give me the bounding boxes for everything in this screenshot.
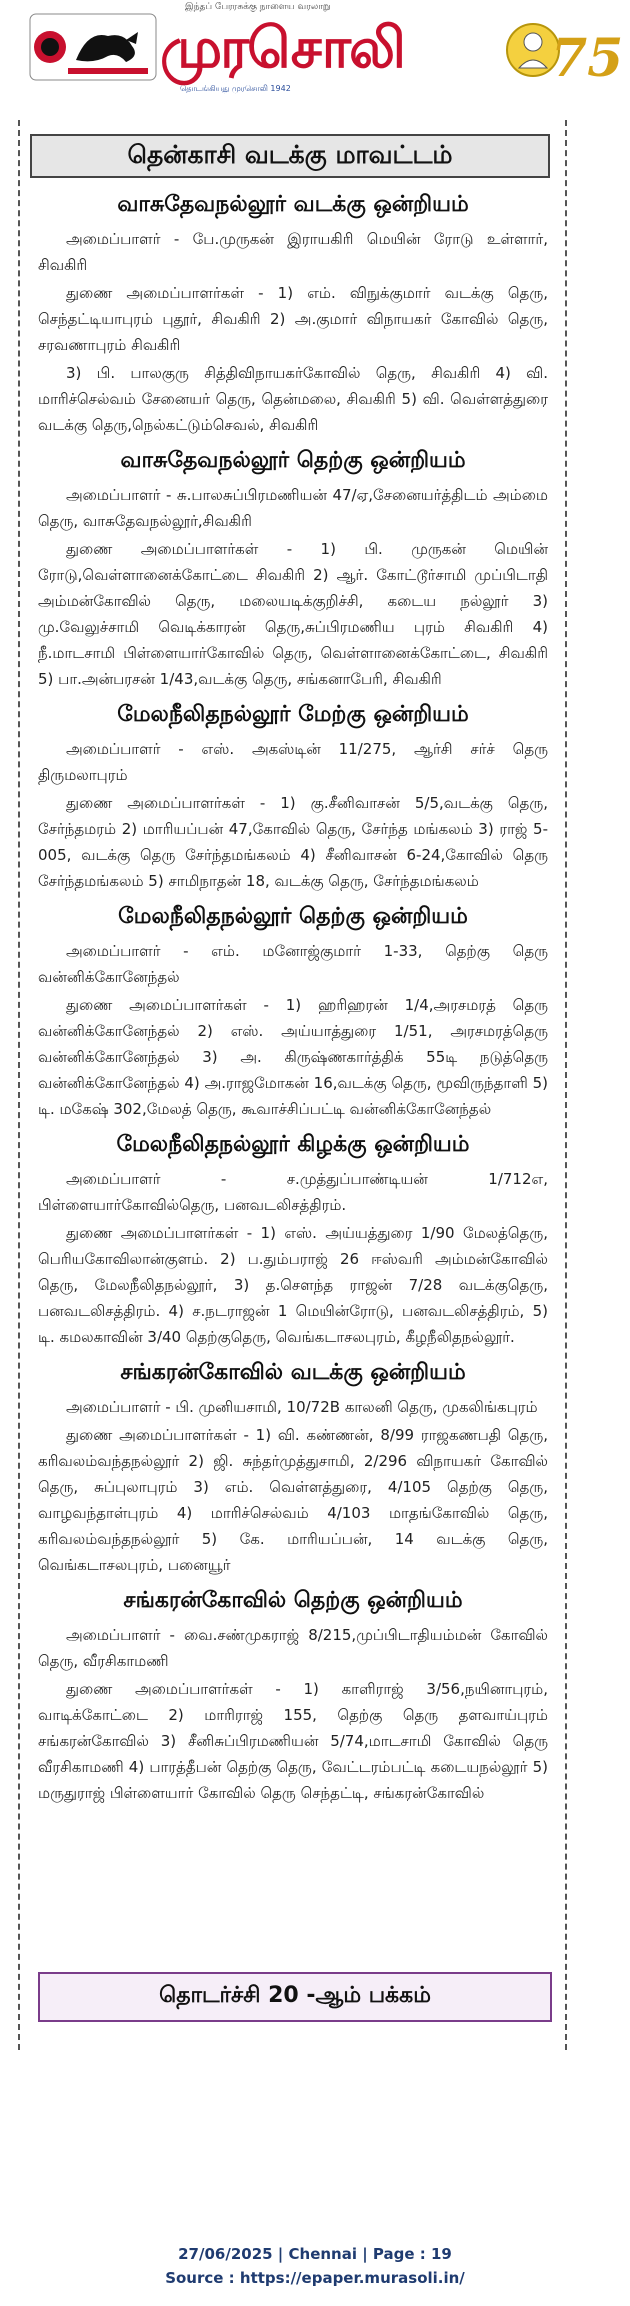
article-body bbox=[38, 186, 548, 1812]
section-title: வாசுதேவநல்லூர் தெற்கு ஒன்றியம் bbox=[120, 448, 466, 473]
section-sankarankovil-south bbox=[38, 1584, 548, 1806]
section-vasudevanallur-south bbox=[38, 444, 548, 692]
source-url: Source : https://epaper.murasoli.in/ bbox=[165, 2269, 465, 2287]
section-paragraph: துணை அமைப்பாளர்கள் - 1) எஸ். அய்யத்துரை 1/90 மேலத்தெரு, பெரியகோவிலான்குளம். 2) ப.தும்பராஜ் 26 ஈஸ்வரி அம்மன்கோவில் தெரு, மேலநீலிதநல்லூர், 3) த.சௌந்த ராஜன் 7/28 வடக்குதெரு, பனவடலிசத்திரம். 4) ச.நடராஜன் 1 மெயின்ரோடு, பனவடலிசத்திரம், 5) டி. கமலகாவின் 3/40 தெற்குதெரு, வெங்கடாசலபுரம், கீழநீலிதநல்லூர். bbox=[38, 1224, 548, 1346]
anniversary-number: 75 bbox=[551, 28, 624, 89]
section-sankarankovil-north bbox=[38, 1356, 548, 1578]
masthead bbox=[0, 0, 630, 108]
section-paragraph: அமைப்பாளர் - சு.பாலசுப்பிரமணியன் 47/ஏ,சேனையர்த்திடம் அம்மை தெரு, வாசுதேவநல்லூர்,சிவகிரி bbox=[38, 486, 548, 530]
edition-date-page: 27/06/2025 | Chennai | Page : 19 bbox=[178, 2245, 452, 2263]
anniversary-logo-icon bbox=[495, 8, 624, 98]
section-paragraph: துணை அமைப்பாளர்கள் - 1) கு.சீனிவாசன் 5/5,வடக்கு தெரு, சேர்ந்தமரம் 2) மாரியப்பன் 47,கோவில் தெரு, சேர்ந்த மங்கலம் 3) ராஜ் 5-005, வடக்கு தெரு சேர்ந்தமங்கலம் 4) சீனிவாசன் 6-24,கோவில் தெரு சேர்ந்தமங்கலம் 5) சாமிநாதன் 18, வடக்கு தெரு, சேர்ந்தமங்கலம் bbox=[38, 794, 548, 890]
section-paragraph: அமைப்பாளர் - எம். மனோஜ்குமார் 1-33, தெற்கு தெரு வன்னிக்கோனேந்தல் bbox=[38, 942, 548, 986]
brand-subtitle: தொடங்கியது முரசொலி 1942 bbox=[180, 84, 291, 93]
section-paragraph: அமைப்பாளர் - எஸ். அகஸ்டின் 11/275, ஆர்சி சர்ச் தெரு திருமலாபுரம் bbox=[38, 740, 548, 784]
section-paragraph: அமைப்பாளர் - பி. முனியசாமி, 10/72B காலனி தெரு, முகலிங்கபுரம் bbox=[66, 1398, 538, 1416]
section-paragraph: துணை அமைப்பாளர்கள் - 1) காளிராஜ் 3/56,நயினாபுரம், வாடிக்கோட்டை 2) மாரிராஜ் 155, தெற்கு தெரு தளவாய்புரம் சங்கரன்கோவில் 3) சீனிசுப்பிரமணியன் 5/74,மாடசாமி கோவில் தெரு வீரசிகாமணி 4) பாரத்தீபன் தெற்கு தெரு, வேட்டரம்பட்டி கடையநல்லூர் 5) மருதுராஜ் பிள்ளையார் கோவில் தெரு செந்தட்டி, சங்கரன்கோவில் bbox=[38, 1680, 548, 1802]
section-melaneelithanallur-west bbox=[38, 698, 548, 894]
continuation-box: தொடர்ச்சி 20 -ஆம் பக்கம் bbox=[38, 1972, 552, 2022]
section-paragraph: துணை அமைப்பாளர்கள் - 1) ஹரிஹரன் 1/4,அரசமரத் தெரு வன்னிக்கோனேந்தல் 2) எஸ். அய்யாத்துரை 1/51, அரசமரத்தெரு வன்னிக்கோனேந்தல் 3) அ. கிருஷ்ணகார்த்திக் 55டி நடுத்தெரு வன்னிக்கோனேந்தல் 4) அ.ராஜமோகன் 16,வடக்கு தெரு, மூவிருந்தாளி 5) டி. மகேஷ் 302,மேலத் தெரு, கூவாச்சிப்பட்டி வன்னிக்கோனேந்தல் bbox=[38, 996, 548, 1118]
section-paragraph: 3) பி. பாலகுரு சித்திவிநாயகர்கோவில் தெரு, சிவகிரி 4) வி. மாரிச்செல்வம் சேனையர் தெரு, தென்மலை, சிவகிரி 5) வி. வெள்ளத்துரை வடக்கு தெரு,நெல்கட்டும்செவல், சிவகிரி bbox=[38, 364, 548, 434]
section-title: வாசுதேவநல்லூர் வடக்கு ஒன்றியம் bbox=[117, 192, 469, 217]
brand-name: முரசொலி bbox=[160, 15, 404, 81]
section-melaneelithanallur-east bbox=[38, 1128, 548, 1350]
section-title: மேலநீலிதநல்லூர் கிழக்கு ஒன்றியம் bbox=[116, 1132, 470, 1157]
section-title: சங்கரன்கோவில் தெற்கு ஒன்றியம் bbox=[123, 1588, 463, 1613]
section-paragraph: துணை அமைப்பாளர்கள் - 1) எம். விநுக்குமார் வடக்கு தெரு, செந்தட்டியாபுரம் புதூர், சிவகிரி 2) அ.குமார் விநாயகர் கோவில் தெரு, சரவணாபுரம் சிவகிரி bbox=[38, 284, 548, 354]
section-vasudevanallur-north bbox=[38, 188, 548, 438]
section-paragraph: துணை அமைப்பாளர்கள் - 1) பி. முருகன் மெயின் ரோடு,வெள்ளானைக்கோட்டை சிவகிரி 2) ஆர். கோட்டூர்சாமி முப்பிடாதி அம்மன்கோவில் தெரு, மலையடிக்குறிச்சி, கடைய நல்லூர் 3) மு.வேலுச்சாமி வெடிக்காரன் தெரு,சுப்பிரமணிய புரம் சிவகிரி 4) நீ.மாடசாமி பிள்ளையார்கோவில் தெரு, வெள்ளானைக்கோட்டை, சிவகிரி 5) பா.அன்பரசன் 1/43,வடக்கு தெரு, சங்கனாபேரி, சிவகிரி bbox=[38, 540, 548, 688]
section-title: மேலநீலிதநல்லூர் மேற்கு ஒன்றியம் bbox=[117, 702, 469, 727]
district-title: தென்காசி வடக்கு மாவட்டம் bbox=[30, 134, 550, 178]
brand bbox=[160, 10, 490, 93]
section-paragraph: அமைப்பாளர் - வை.சண்முகராஜ் 8/215,முப்பிடாதியம்மன் கோவில் தெரு, வீரசிகாமணி bbox=[38, 1626, 548, 1670]
source-credit bbox=[0, 2242, 630, 2290]
section-paragraph: அமைப்பாளர் - ச.முத்துப்பாண்டியன் 1/712எ, பிள்ளையார்கோவில்தெரு, பனவடலிசத்திரம். bbox=[38, 1170, 548, 1214]
party-emblem-icon bbox=[28, 12, 158, 82]
section-paragraph: அமைப்பாளர் - பே.முருகன் இராயகிரி மெயின் ரோடு உள்ளார், சிவகிரி bbox=[38, 230, 548, 274]
section-title: சங்கரன்கோவில் வடக்கு ஒன்றியம் bbox=[120, 1360, 466, 1385]
section-melaneelithanallur-south bbox=[38, 900, 548, 1122]
section-title: மேலநீலிதநல்லூர் தெற்கு ஒன்றியம் bbox=[118, 904, 468, 929]
masthead-tagline: இந்தப் பேரரசுக்கு நாளைய வரலாறு bbox=[185, 2, 331, 12]
section-paragraph: துணை அமைப்பாளர்கள் - 1) வி. கண்ணன், 8/99 ராஜகணபதி தெரு, கரிவலம்வந்தநல்லூர் 2) ஜி. சுந்தர்முத்துசாமி, 2/296 விநாயகர் கோவில் தெரு, சுப்புலாபுரம் 3) எம். வெள்ளத்துரை, 4/105 தெற்கு தெரு, வாழவந்தாள்புரம் 4) மாரிச்செல்வம் 4/103 மாதங்கோவில் தெரு, கரிவலம்வந்தநல்லூர் 5) கே. மாரியப்பன், 14 வடக்கு தெரு, வெங்கடாசலபுரம், பனையூர் bbox=[38, 1426, 548, 1574]
